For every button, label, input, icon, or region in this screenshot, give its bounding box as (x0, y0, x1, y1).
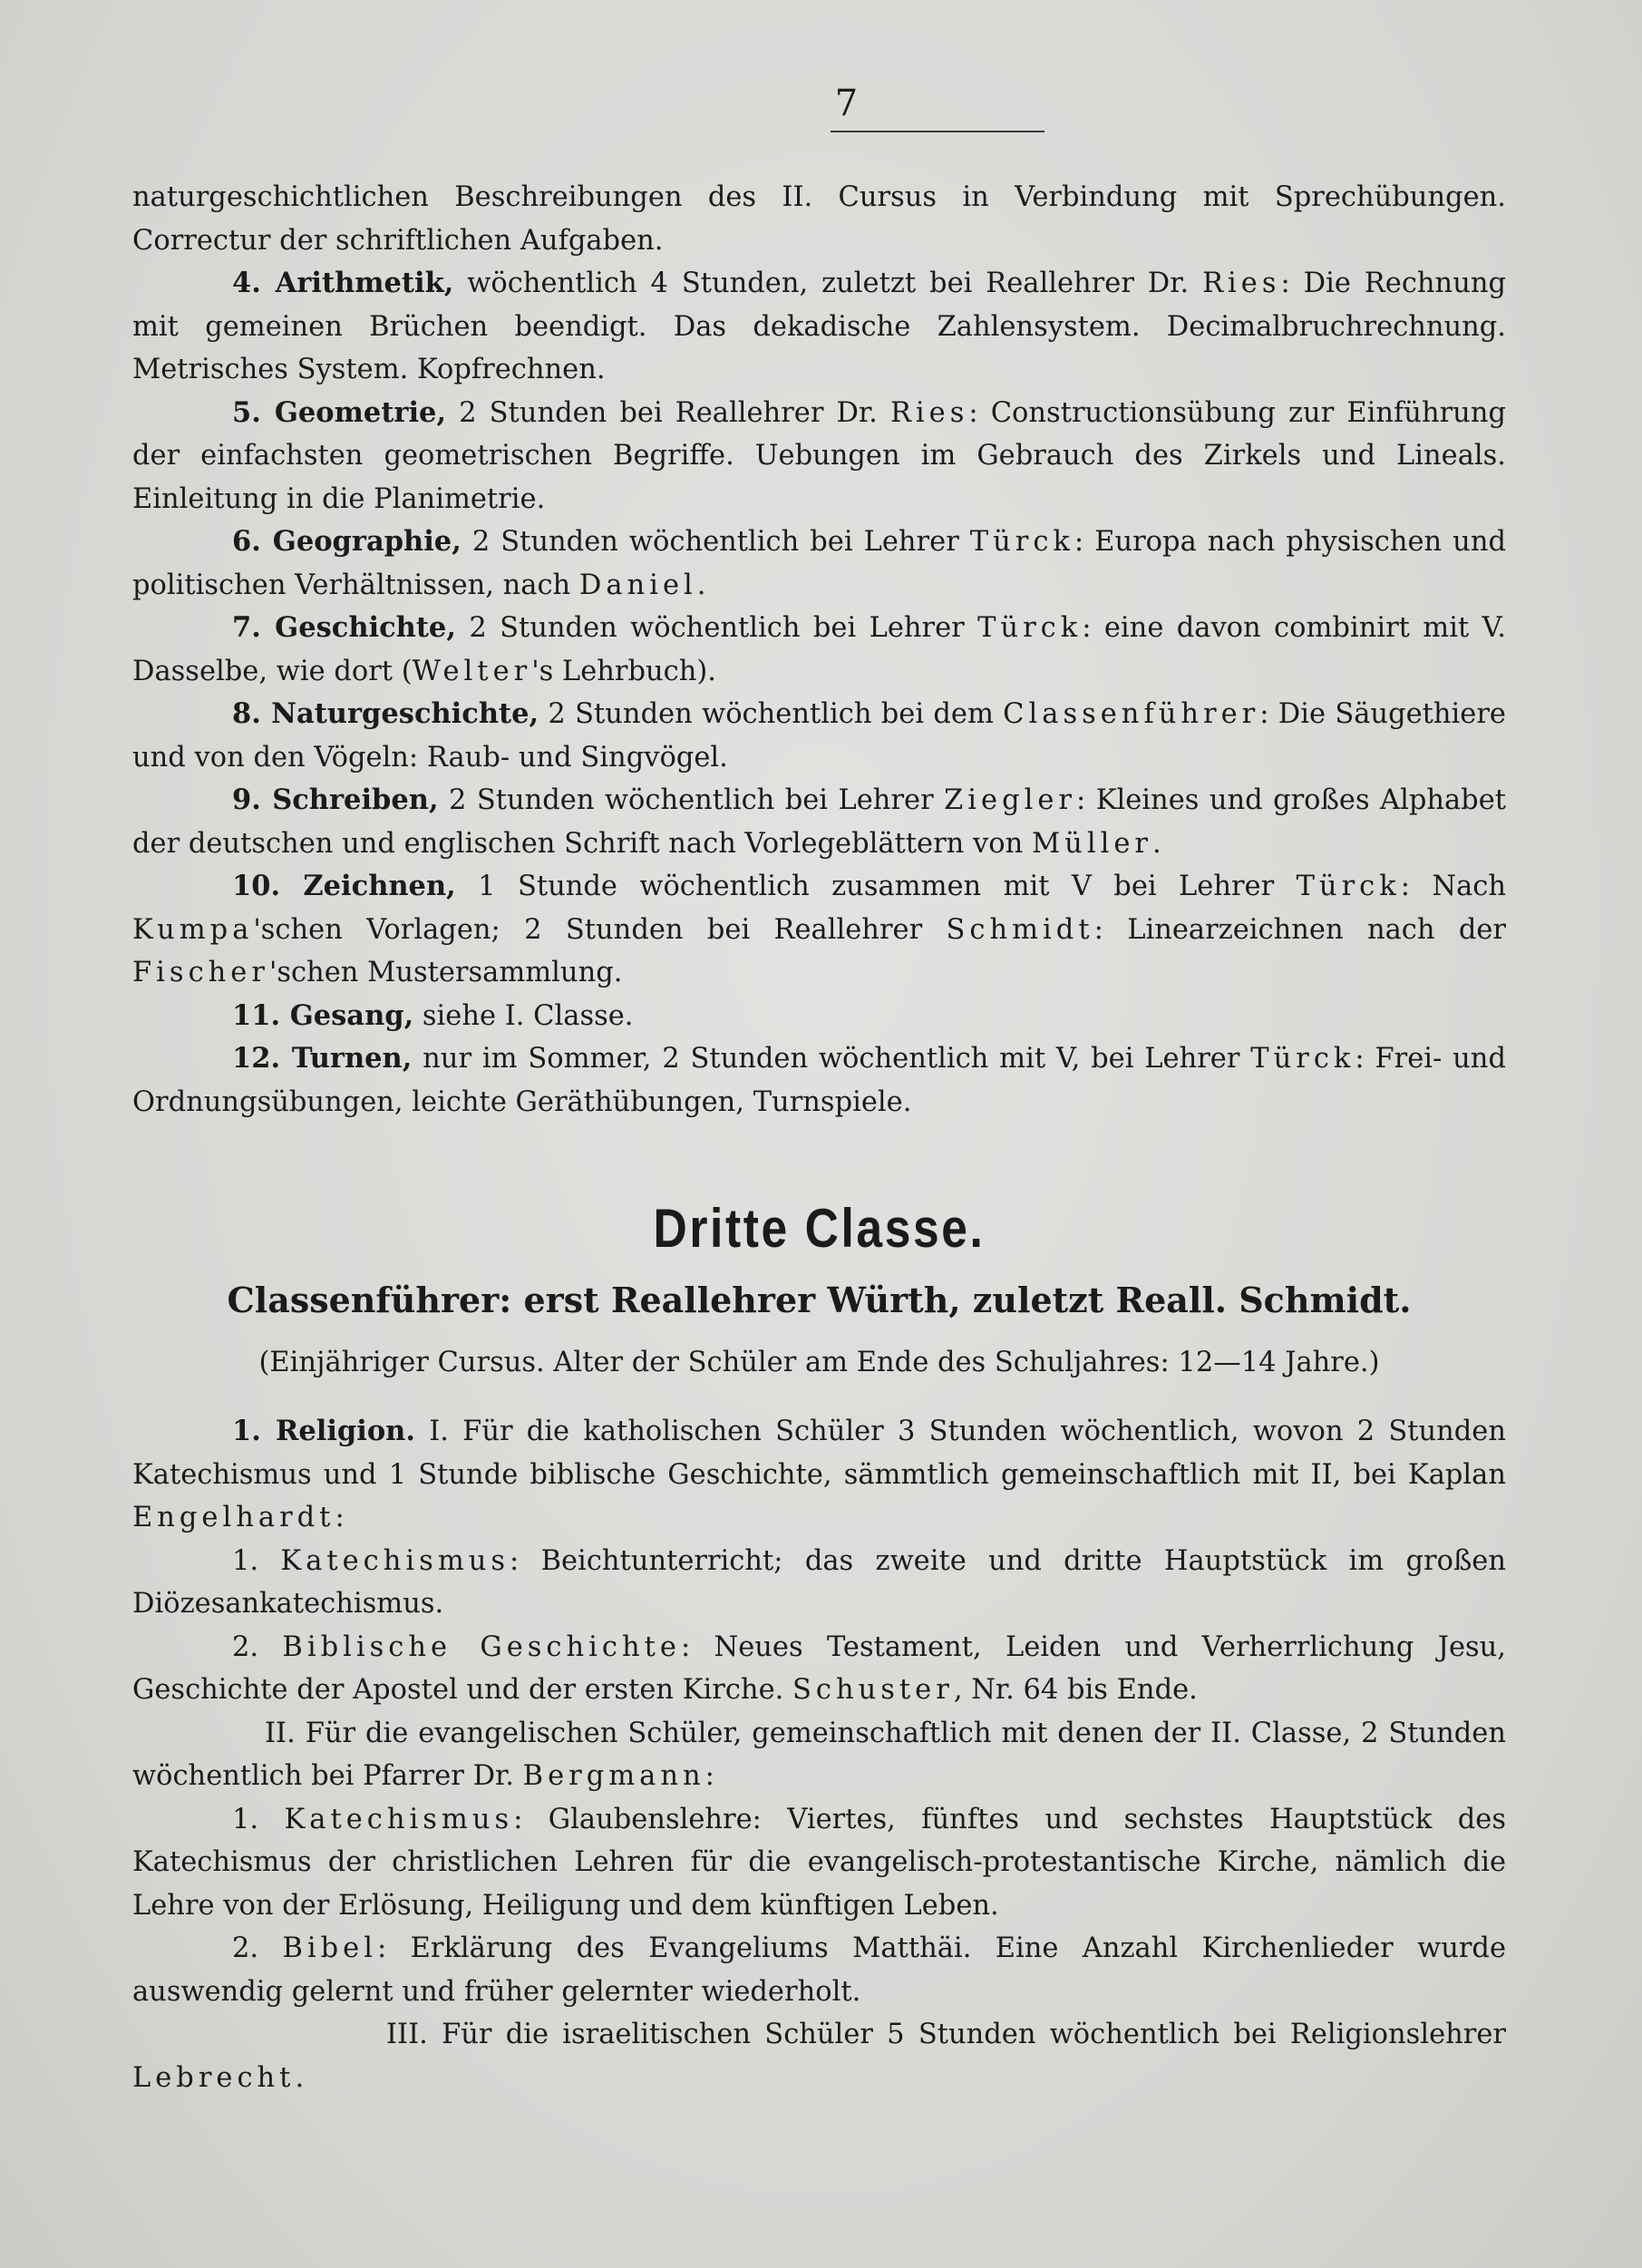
subject-paragraph (132, 995, 1506, 1038)
text-run: 1 Stunde wöchentlich zusammen mit V bei Lehrer (455, 871, 1297, 902)
course-note: (Einjähriger Cursus. Alter der Schüler am Ende des Schuljahres: 12—14 Jahre.) (258, 1347, 1380, 1378)
item-number: 7. (232, 611, 276, 644)
subject-heading: Zeichnen, (303, 870, 456, 902)
item-number: 12. (232, 1042, 292, 1075)
text-run: : Glaubenslehre: Viertes, fünftes und sechstes Hauptstück des Katechismus der christlichen Lehren für die evangelisch-protestantische Kirche, nämlich die Lehre von der Erlösung, Heiligung und dem künftigen Leben. (132, 1803, 1507, 1922)
text-run: : Linearzeichnen nach der (1093, 913, 1506, 946)
text-run: 2 Stunden wöchentlich bei Lehrer (461, 526, 970, 558)
subject-paragraph (132, 607, 1506, 693)
subject-paragraph (132, 865, 1506, 995)
document-body (132, 176, 1506, 2099)
subject-heading: Naturgeschichte, (271, 697, 539, 730)
text-run: 1. (232, 1803, 285, 1835)
subject-heading: Geometrie, (274, 395, 447, 429)
text-run: 2 Stunden wöchentlich bei dem (539, 698, 1004, 730)
text-run: : (335, 1502, 345, 1533)
spaced-name: Biblische Geschichte (282, 1630, 681, 1663)
text-run: 'schen Vorlagen; 2 Stunden bei Reallehrer (253, 913, 947, 946)
text-run: . (1151, 827, 1161, 860)
text-run: : Neues Testament, Leiden und Verherrlichung Jesu, Geschichte der Apostel und der ersten Kirche. (132, 1630, 1506, 1706)
spaced-name: Türck (1250, 1043, 1355, 1075)
subject-paragraph (132, 693, 1506, 779)
text-run: : Europa nach physischen und politischen Verhältnissen, nach (132, 526, 1506, 601)
subject-heading: 1. Religion. (232, 1415, 415, 1447)
religion-section (132, 1410, 1506, 2099)
text-run: III. Für die israelitischen Schüler 5 Stunden wöchentlich bei Religionslehrer (386, 2019, 1506, 2050)
page-number: 7 (834, 83, 859, 124)
subject-paragraph (132, 1037, 1506, 1124)
item-number: 8. (232, 697, 272, 730)
text-run: nur im Sommer, 2 Stunden wöchentlich mit V, bei Lehrer (412, 1043, 1251, 1075)
spaced-name: Classenführer (1003, 698, 1260, 730)
text-run: : Die Rechnung mit gemeinen Brüchen beendigt. Das dekadische Zahlensystem. Decimalbruchrechnung. Metrisches System. Kopfrechnen. (132, 268, 1506, 385)
text-run: , Nr. 64 bis Ende. (953, 1674, 1198, 1706)
text-run: . (696, 569, 706, 601)
text-run: : Beichtunterricht; das zweite und dritte Hauptstück im großen Diözesankatechismus. (132, 1544, 1507, 1620)
spaced-name: Türck (1296, 871, 1401, 902)
text-run: siehe I. Classe. (413, 999, 634, 1032)
spaced-name: Ries (889, 396, 969, 429)
text-run: : (704, 1760, 714, 1792)
spaced-name: Engelhardt (132, 1502, 335, 1533)
text-run: 's Lehrbuch). (531, 655, 716, 687)
item-number: 6. (232, 525, 273, 558)
spaced-name: Daniel (578, 569, 697, 601)
spaced-name: Türck (977, 612, 1083, 644)
class-leader: Classenführer: erst Reallehrer Würth, zuletzt Reall. Schmidt. (227, 1280, 1412, 1320)
spaced-name: Katechismus (284, 1803, 514, 1835)
text-run: 2. (232, 1932, 283, 1964)
text-run: 'schen Mustersammlung. (268, 957, 623, 988)
spaced-name: Schuster (792, 1674, 954, 1706)
religion-paragraph (132, 2013, 1506, 2099)
subject-paragraph (132, 262, 1506, 392)
spaced-name: Bergmann (522, 1760, 705, 1792)
text-run: wöchentlich 4 Stunden, zuletzt bei Reallehrer Dr. (453, 268, 1203, 299)
text-run: : Die Säugethiere und von den Vögeln: Raub- und Singvögel. (132, 698, 1506, 774)
spaced-name: Müller (1031, 827, 1152, 860)
text-run: : Erklärung des Evangeliums Matthäi. Eine Anzahl Kirchenlieder wurde auswendig gelernt und früher gelernter wiederholt. (132, 1932, 1507, 2008)
text-run: : Frei- und Ordnungsübungen, leichte Geräthübungen, Turnspiele. (132, 1043, 1506, 1118)
text-run: 1. (232, 1544, 281, 1577)
spaced-name: Bibel (282, 1932, 377, 1964)
religion-paragraph (132, 1927, 1506, 2013)
subject-paragraph (132, 392, 1506, 521)
text-run: 2 Stunden wöchentlich bei Lehrer (455, 612, 978, 644)
item-number: 9. (232, 784, 273, 816)
text-run: : Kleines und großes Alphabet der deutschen und englischen Schrift nach Vorlegeblättern von (132, 784, 1507, 860)
subject-heading: Geschichte, (275, 611, 456, 644)
item-number: 11. (232, 998, 290, 1032)
header-rule (831, 131, 1044, 132)
subject-heading: Turnen, (291, 1042, 413, 1075)
religion-paragraph (132, 1540, 1506, 1626)
text-run: 2 Stunden wöchentlich bei Lehrer (438, 784, 945, 816)
religion-paragraph (132, 1410, 1506, 1540)
text-run: I. Für die katholischen Schüler 3 Stunden wöchentlich, wovon 2 Stunden Katechismus und 1 Stunde biblische Geschichte, sämmtlich gemeinschaftlich mit II, bei Kaplan (132, 1416, 1506, 1491)
subject-paragraph (132, 521, 1506, 607)
subject-heading: Gesang, (289, 998, 414, 1032)
spaced-name: Katechismus (280, 1544, 510, 1577)
spaced-name: Ziegler (944, 784, 1076, 816)
spaced-name: Lebrecht (132, 2061, 296, 2094)
text-run: . (295, 2061, 305, 2094)
text-run: : eine davon combinirt mit V. Dasselbe, wie dort ( (132, 612, 1506, 687)
spaced-name: Türck (969, 526, 1074, 558)
section-title: Dritte Classe. (653, 1198, 986, 1259)
spaced-name: Fischer (132, 957, 269, 988)
item-number: 4. (232, 267, 276, 299)
item-number: 5. (232, 395, 275, 429)
text-run: 2 Stunden bei Reallehrer Dr. (446, 396, 890, 429)
spaced-name: Kumpa (132, 913, 254, 946)
subject-heading: Geographie, (272, 525, 462, 558)
subject-list (132, 262, 1506, 1124)
text-run: II. Für die evangelischen Schüler, gemeinschaftlich mit denen der II. Classe, 2 Stunden wöchentlich bei Pfarrer Dr. (132, 1717, 1506, 1792)
religion-paragraph (132, 1798, 1506, 1928)
subject-heading: Arithmetik, (275, 267, 454, 299)
continuation-paragraph: naturgeschichtlichen Beschreibungen des II. Cursus in Verbindung mit Sprechübungen. Correctur der schriftlichen Aufgaben. (132, 181, 1506, 257)
text-run: : Constructionsübung zur Einführung der einfachsten geometrischen Begriffe. Uebungen im Gebrauch des Zirkels und Lineals. Einleitung in die Planimetrie. (132, 396, 1506, 515)
spaced-name: Welter (412, 655, 532, 687)
subject-paragraph (132, 779, 1506, 865)
spaced-name: Ries (1202, 268, 1281, 299)
religion-paragraph (132, 1626, 1506, 1712)
item-number: 10. (232, 870, 304, 902)
subject-heading: Schreiben, (272, 784, 439, 816)
text-run: : Nach (1400, 871, 1506, 902)
religion-paragraph (132, 1712, 1506, 1798)
spaced-name: Schmidt (946, 913, 1094, 946)
text-run: 2. (232, 1630, 283, 1663)
